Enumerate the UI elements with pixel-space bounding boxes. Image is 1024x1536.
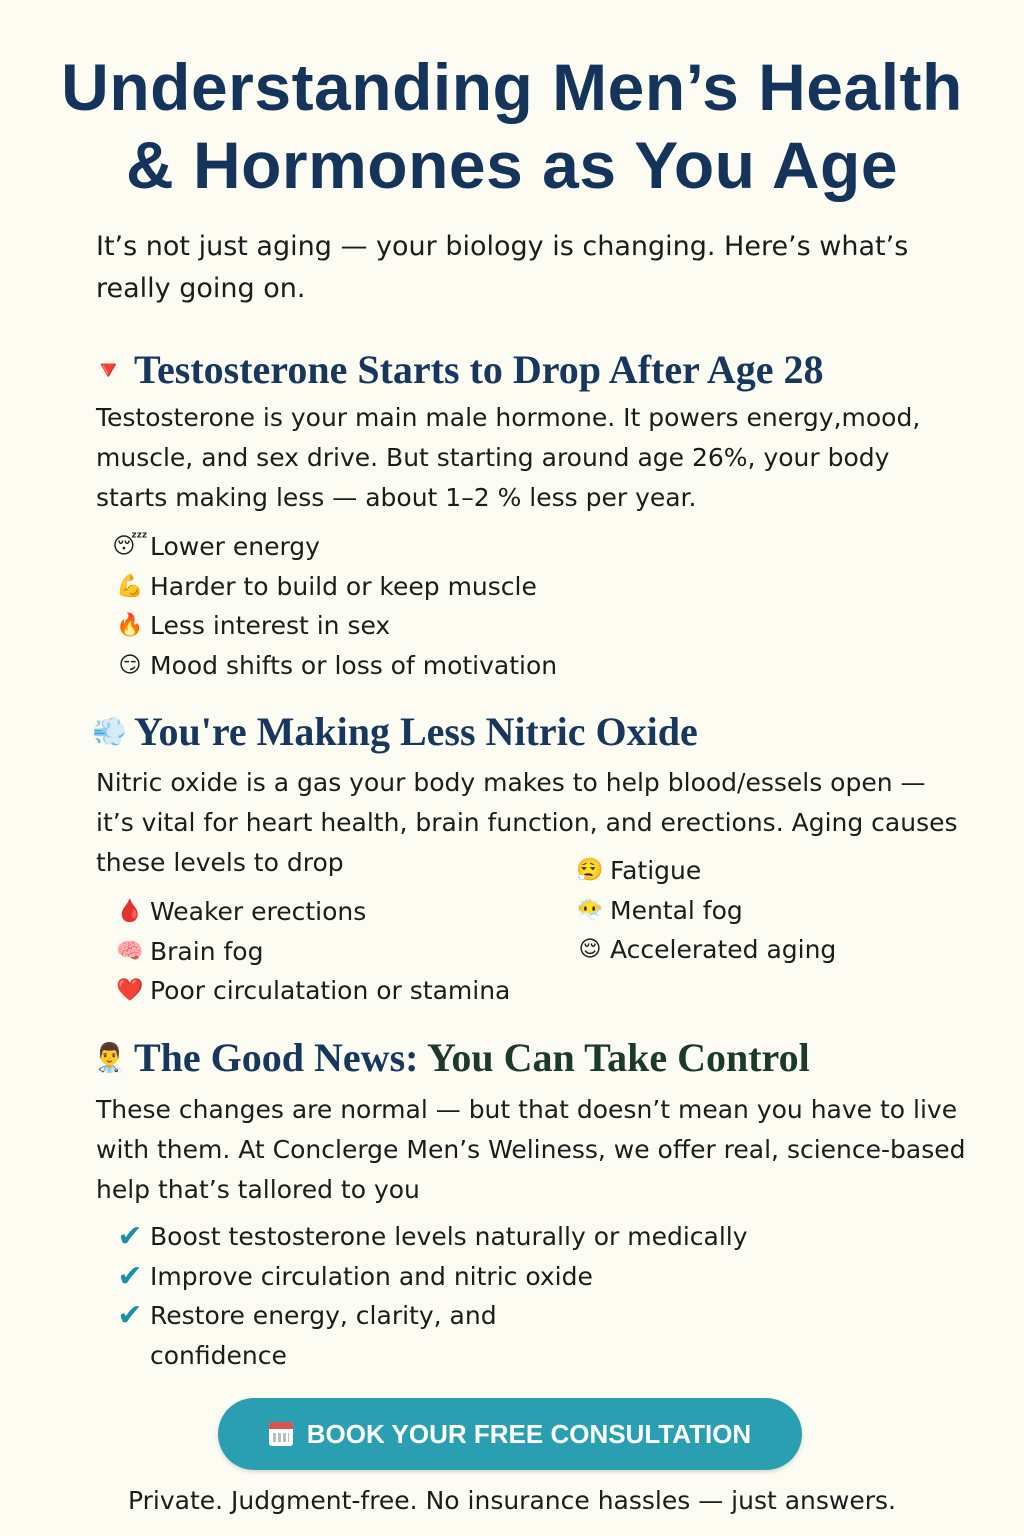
section-testosterone-paragraph: Testosterone is your main male hormone. It powers energy,mood, muscle, and sex drive. But starting around age 26%, your body starts making less — about 1–2 % less per year. [96, 403, 921, 512]
section-nitric-oxide-paragraph: Nitric oxide is a gas your body makes to help blood/essels open — it’s vital for heart health, brain function, and erections. Aging causes these levels to drop [96, 768, 958, 877]
section-nitric-oxide-title: You're Making Less Nitric Oxide [134, 709, 698, 754]
list-item [112, 932, 510, 972]
page-title-line2: & Hormones as You Age [125, 128, 899, 202]
checkmark-icon: ✔ [117, 1219, 143, 1254]
calendar-icon [269, 1422, 293, 1446]
page-title [0, 48, 1024, 204]
list-item [112, 971, 510, 1011]
footer-tagline: Private. Judgment-free. No insurance hassles — just answers. [127, 1486, 896, 1515]
list-item-label: Restore energy, clarity, and confidence [150, 1301, 497, 1370]
list-item-label: Boost testosterone levels naturally or medically [150, 1222, 748, 1251]
exhaling-face-icon: 😮‍💨 [576, 858, 604, 883]
benefits-checklist [112, 1217, 748, 1375]
list-item-label: Brain fog [150, 936, 264, 966]
section-testosterone-heading [92, 346, 824, 395]
section-nitric-oxide-heading [92, 708, 698, 757]
list-item [112, 646, 557, 686]
checkmark-icon: ✔ [117, 1258, 143, 1294]
red-heart-icon: ❤️ [116, 978, 144, 1003]
checkmark-icon: ✔ [117, 1298, 143, 1333]
list-item [112, 1257, 748, 1297]
section-good-news-heading [92, 1034, 810, 1083]
brain-icon: 🧠 [116, 938, 144, 964]
list-item-label: Accelerated aging [610, 935, 837, 964]
list-item-label: Improve circulation and nitric oxide [150, 1261, 593, 1291]
section-good-news-title-part1: The Good News: [134, 1035, 419, 1080]
list-item-label: Harder to build or keep muscle [150, 571, 537, 601]
nitric-oxide-symptom-list-left [112, 892, 510, 1011]
list-item [572, 851, 836, 891]
book-consultation-label: BOOK YOUR FREE CONSULTATION [306, 1418, 752, 1449]
section-testosterone-title: Testosterone Starts to Drop After Age 28 [134, 347, 824, 392]
list-item-label: Fatigue [610, 856, 702, 885]
sleepy-face-icon: 😴 [112, 534, 148, 559]
smirk-face-icon: 😏 [118, 652, 142, 678]
list-item-label: Mental fog [610, 895, 743, 925]
section-good-news-title-part2: You Can Take Control [418, 1035, 810, 1080]
list-item [112, 606, 557, 646]
list-item-label: Mood shifts or loss of motivation [150, 650, 558, 680]
blood-drop-icon: 🩸 [116, 899, 144, 924]
wind-icon: 💨 [92, 717, 127, 748]
list-item-label: Lower energy [150, 532, 320, 561]
list-item-label: Poor circulatation or stamina [150, 976, 511, 1005]
face-in-clouds-icon: 😶‍🌫️ [576, 897, 604, 923]
section-good-news-paragraph: These changes are normal — but that doesn’t mean you have to live with them. At Conclerge Men’s Welіness, we offer real, science-based help that’s tallored to you [96, 1095, 966, 1204]
list-item [112, 527, 557, 567]
flexed-biceps-icon: 💪 [116, 573, 144, 599]
book-consultation-button[interactable] [218, 1398, 802, 1470]
list-item [112, 1217, 748, 1257]
testosterone-symptom-list [112, 527, 557, 685]
list-item-label: Weaker erections [150, 897, 367, 926]
fire-icon: 🔥 [116, 613, 144, 638]
list-item [112, 567, 557, 607]
page-title-line1: Understanding Men’s Health [61, 50, 963, 124]
list-item [112, 1296, 748, 1375]
red-triangle-down-icon: 🔻 [92, 356, 125, 385]
list-item [572, 891, 836, 931]
doctor-icon: 👨‍⚕️ [92, 1043, 127, 1074]
list-item [112, 892, 510, 932]
nitric-oxide-symptom-list-right [572, 851, 836, 970]
intro-text: It’s not just aging — your biology is changing. Here’s what’s really going on. [96, 231, 909, 304]
list-item [572, 930, 836, 970]
list-item-label: Less interest in sex [150, 611, 391, 640]
relieved-face-icon: 😌 [578, 937, 602, 962]
